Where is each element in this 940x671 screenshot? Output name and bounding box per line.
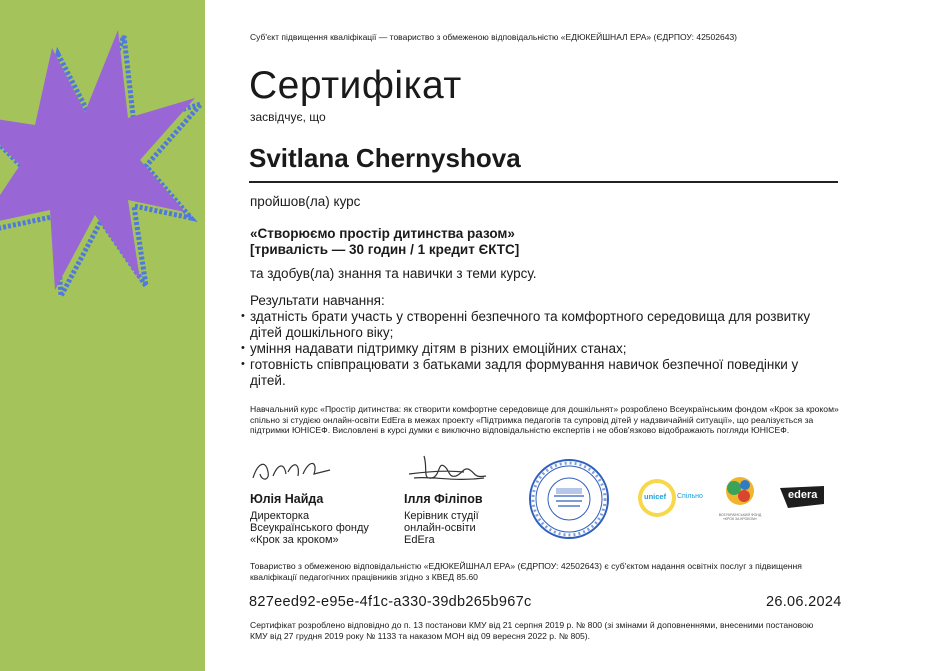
completed-text: пройшов(ла) курс [250,194,361,209]
unicef-text: unicef [644,492,667,501]
footer-note: Сертифікат розроблено відповідно до п. 13 постанови КМУ від 21 серпня 2019 р. № 800 (зі змінами й доповненнями, внесеними постановою КМУ від 27 грудня 2019 року № 1133 та наказом МОН від 09 вересня 2022 р. № 805). [250,620,814,641]
certifies-text: засвідчує, що [250,110,326,124]
signatory-role-line: «Крок за кроком» [250,534,339,546]
krok-logo [720,474,760,524]
header-note: Суб'єкт підвищення кваліфікації — товариство з обмеженою відповідальністю «ЕДЮКЕЙШНАЛ ЕРА» (ЄДРПОУ: 42502643) [250,32,738,42]
edera-text: edera [788,489,818,501]
krok-logo-icon [720,474,760,512]
about-course: Навчальний курс «Простір дитинства: як створити комфортне середовище для дошкільнят» розроблено Всеукраїнським фондом «Крок за кроком» спільно зі студією онлайн-освіти EdEra в межах проекту «Підтримка педагогів та супровід дітей у надзвичайній ситуації», що реалізується за підтримки ЮНІСЕФ. Висловлені в курсі думки є виключно відповідальністю експертів і не обов'язково відображають погляди ЮНІСЕФ. [250,404,839,435]
legal-note: Товариство з обмеженою відповідальністю «ЕДЮКЕЙШНАЛ ЕРА» (ЄДРПОУ: 42502643) є суб'єктом надання освітніх послуг з підвищення кваліфікації педагогічних працівників згідно з КВЕД 85.60 [250,561,802,582]
name-underline [249,181,838,183]
result-item: • здатність брати участь у створенні безпечного та комфортного середовища для розвитку дітей дошкільного віку; [250,309,830,341]
signature-naida-icon [248,454,338,486]
spilno-text: Спільно [677,493,703,500]
signatory-role-line: онлайн-освіти [404,522,476,534]
certificate-date: 26.06.2024 [766,594,842,610]
course-title: «Створюємо простір дитинства разом» [250,226,515,241]
edera-logo [778,484,826,510]
signatory-role [404,510,479,546]
signature-filipov-icon [404,448,494,486]
decorative-band [0,0,205,671]
signatory-role-line: EdEra [404,534,435,546]
result-item: • уміння надавати підтримку дітям в різних емоційних станах; [250,341,830,357]
star-icon [0,30,195,290]
signatory-role-line: Директорка [250,510,310,522]
unicef-spilno-logo [637,478,707,518]
signatory-name: Юлія Найда [250,492,324,506]
certificate-id: 827eed92-e95e-4f1c-a330-39db265b967c [249,594,532,610]
krok-logo-text: ВСЕУКРАЇНСЬКИЙ ФОНД «КРОК ЗА КРОКОМ» [718,513,762,521]
signatory-role-line: Всеукраїнського фонду [250,522,369,534]
course-duration: [тривалість — 30 годин / 1 кредит ЄКТС] [250,242,520,257]
official-stamp-icon [528,458,610,540]
certificate-title: Сертифікат [249,64,462,107]
results-list [250,309,830,389]
signatory-role-line: Керівник студії [404,510,479,522]
gained-text: та здобув(ла) знання та навички з теми курсу. [250,266,537,281]
result-item: • готовність співпрацювати з батьками задля формування навичок безпечної поведінки у дітей. [250,357,830,389]
signatory-role [250,510,369,546]
star-decoration-icon [0,0,205,671]
signatory-name: Ілля Філіпов [404,492,483,506]
results-heading: Результати навчання: [250,293,385,308]
recipient-name: Svitlana Chernyshova [249,143,521,173]
